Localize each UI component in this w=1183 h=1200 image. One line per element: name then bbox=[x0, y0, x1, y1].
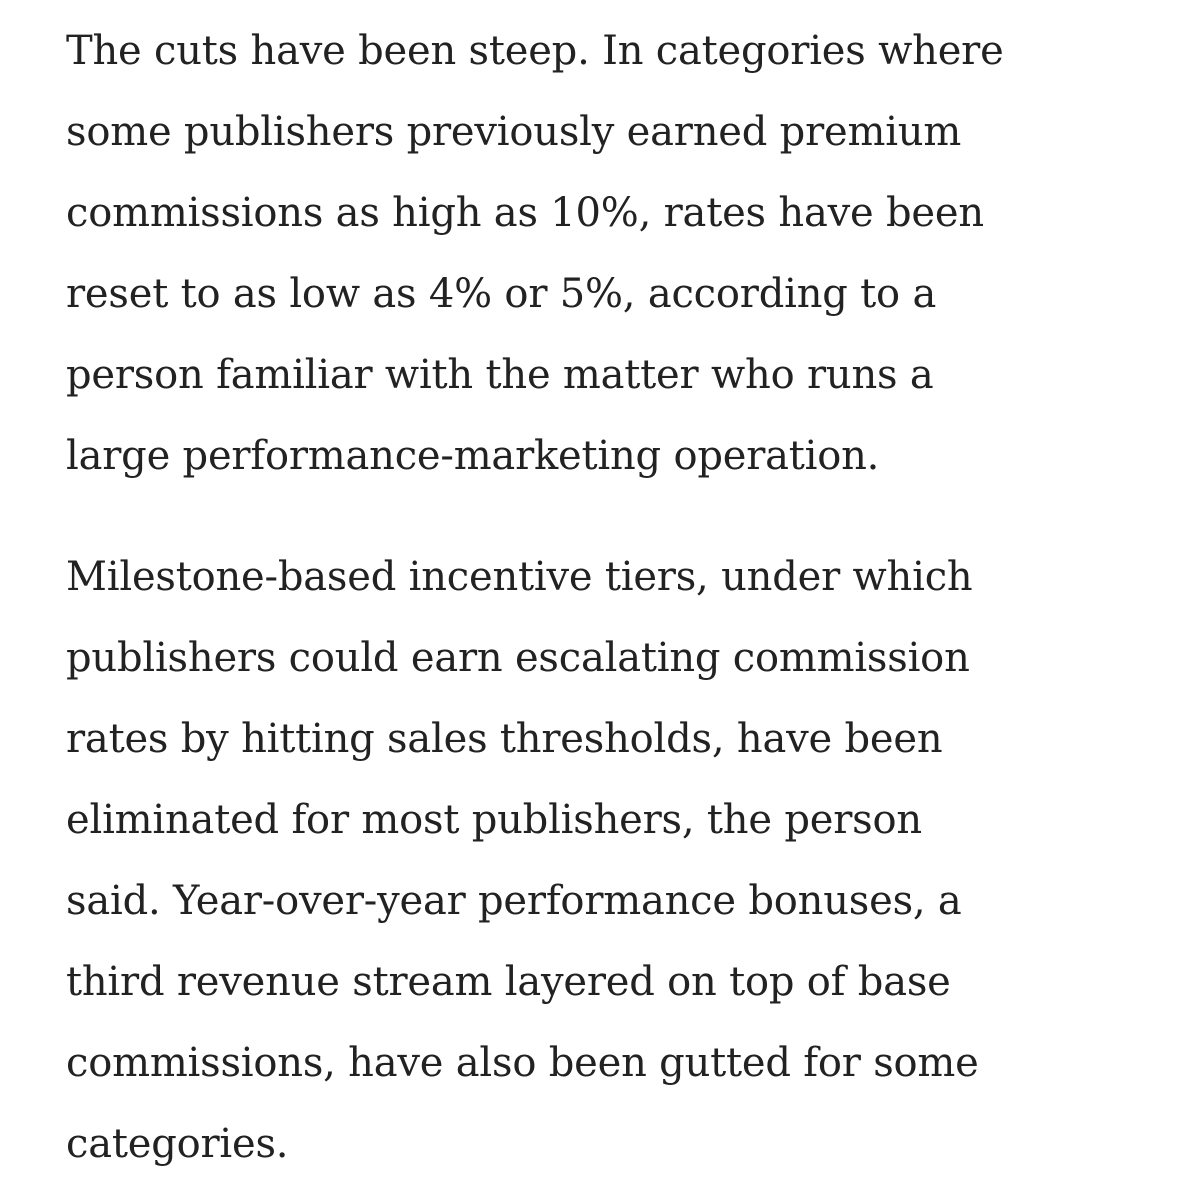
paragraph-1-line-2: some publishers previously earned premium bbox=[66, 109, 962, 155]
paragraph-1-line-6: large performance-marketing operation. bbox=[66, 433, 880, 479]
paragraph-1-line-5: person familiar with the matter who runs a bbox=[66, 352, 934, 398]
paragraph-1-line-1: The cuts have been steep. In categories where bbox=[66, 28, 1004, 74]
paragraph-2-line-7: commissions, have also been gutted for some bbox=[66, 1040, 979, 1086]
paragraph-2-line-1: Milestone-based incentive tiers, under which bbox=[66, 554, 973, 600]
paragraph-2-line-8: categories. bbox=[66, 1121, 289, 1167]
paragraph-1-line-4: reset to as low as 4% or 5%, according to a bbox=[66, 271, 937, 317]
article-paragraph-2 bbox=[66, 537, 1183, 1185]
paragraph-1-line-3: commissions as high as 10%, rates have been bbox=[66, 190, 984, 236]
paragraph-2-line-5: said. Year-over-year performance bonuses, a bbox=[66, 878, 962, 924]
paragraph-2-line-6: third revenue stream layered on top of base bbox=[66, 959, 951, 1005]
article-paragraph-1 bbox=[66, 11, 1183, 497]
paragraph-2-line-2: publishers could earn escalating commission bbox=[66, 635, 970, 681]
paragraph-2-line-4: eliminated for most publishers, the person bbox=[66, 797, 922, 843]
paragraph-2-line-3: rates by hitting sales thresholds, have been bbox=[66, 716, 943, 762]
